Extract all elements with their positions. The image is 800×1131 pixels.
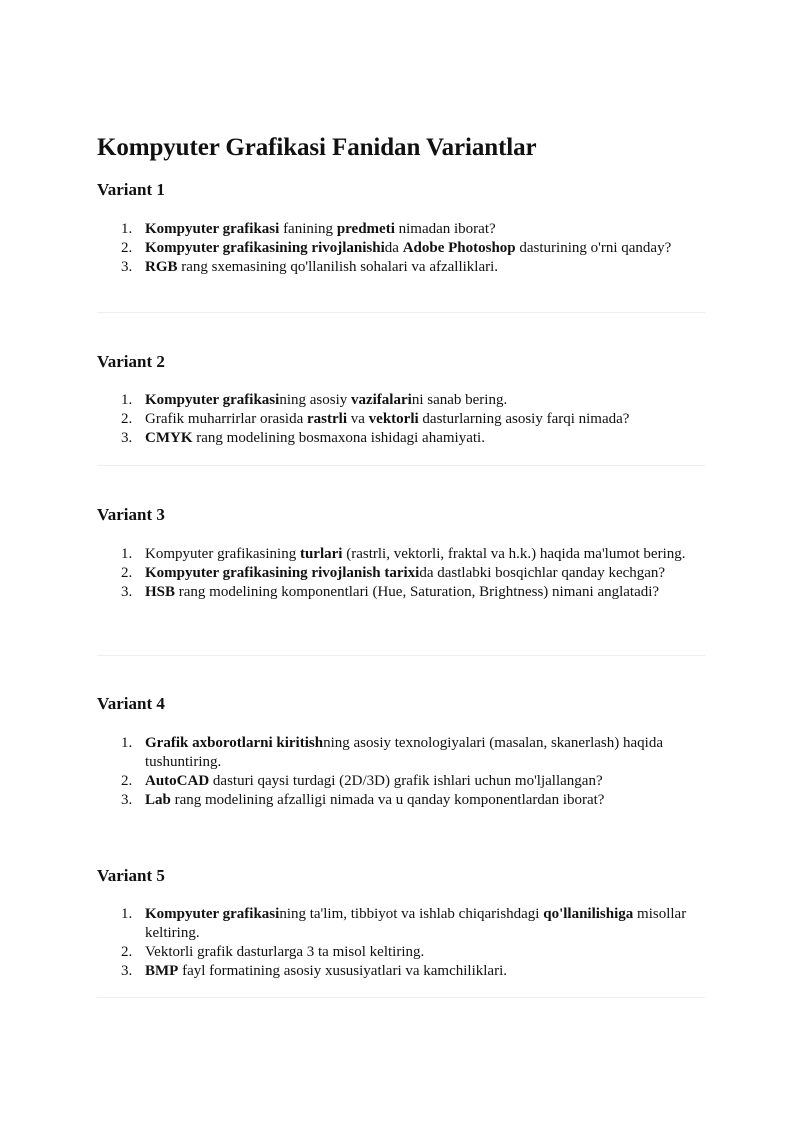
question-item: 2. Kompyuter grafikasining rivojlanishida Adobe Photoshop dasturining o'rni qanday? [121,240,672,256]
question-item: 3. HSB rang modelining komponentlari (Hue, Saturation, Brightness) nimani anglatadi? [121,584,660,600]
question-text-run: ning asosiy texnologiyalari (masalan, skanerlash) haqida tushuntiring. [145,735,663,770]
question-item: 1. Kompyuter grafikasining turlari (rastrli, vektorli, fraktal va h.k.) haqida ma'lumot bering. [121,546,686,562]
question-item: 3. Lab rang modelining afzalligi nimada va u qanday komponentlardan iborat? [121,792,605,808]
bold-term: CMYK [145,430,193,446]
question-text-run: ning ta'lim, tibbiyot va ishlab chiqarishdagi [279,906,544,922]
question-text [145,906,686,941]
question-text-run: Vektorli grafik dasturlarga 3 ta misol keltiring. [145,944,425,960]
section-divider [97,465,705,466]
question-text [145,546,685,562]
variant-5-section [97,866,707,981]
question-list [97,220,707,277]
question-text [145,392,507,408]
bold-term: Kompyuter grafikasi [145,906,280,922]
question-text-run: Kompyuter grafikasining [145,546,300,562]
question-text [145,792,604,808]
question-item: 2. Vektorli grafik dasturlarga 3 ta misol keltiring. [121,944,425,960]
question-text-run: dasturining o'rni qanday? [515,240,672,256]
bold-term: vektorli [368,411,419,427]
question-item: 3. RGB rang sxemasining qo'llanilish sohalari va afzalliklari. [121,259,499,275]
question-item: 3. BMP fayl formatining asosiy xususiyatlari va kamchiliklari. [121,963,508,979]
bold-term: turlari [299,546,343,562]
bold-term: rastrli [307,411,347,427]
bold-term: Kompyuter grafikasi [145,221,280,237]
question-text-run: rang sxemasining qo'llanilish sohalari va afzalliklari. [177,259,499,275]
question-text [145,773,603,789]
question-text-run: fayl formatining asosiy xususiyatlari va kamchiliklari. [178,963,508,979]
question-text [145,963,507,979]
question-text [145,584,659,600]
bold-term: RGB [145,259,178,275]
question-text-run: Grafik muharrirlar orasida [145,411,308,427]
question-item: 1. Kompyuter grafikasi fanining predmeti nimadan iborat? [121,221,496,237]
bold-term: BMP [145,963,179,979]
question-text [145,221,496,237]
bold-term: vazifalari [350,392,412,408]
question-text [145,259,498,275]
question-text-run: rang modelining komponentlari (Hue, Saturation, Brightness) nimani anglatadi? [175,584,660,600]
variant-2-section [97,352,707,448]
question-text-run: (rastrli, vektorli, fraktal va h.k.) haqida ma'lumot bering. [342,546,686,562]
question-item: 1. Grafik axborotlarni kiritishning asosiy texnologiyalari (masalan, skanerlash) haqida tushuntiring. [121,735,663,770]
question-text-run: dasturlarning asosiy farqi nimada? [418,411,630,427]
question-text-run: misollar keltiring. [145,906,687,941]
question-list [97,734,707,810]
section-divider [97,312,705,313]
variant-heading: Variant 5 [97,866,165,885]
document-title: Kompyuter Grafikasi Fanidan Variantlar [97,134,537,161]
section-divider [97,655,705,656]
bold-term: Kompyuter grafikasi [145,392,280,408]
variant-heading: Variant 1 [97,180,165,199]
question-text-run: fanining [279,221,337,237]
bold-term: Kompyuter grafikasining rivojlanish tarixi [145,565,420,581]
question-item: 1. Kompyuter grafikasining asosiy vazifalarini sanab bering. [121,392,508,408]
question-list [97,545,707,602]
question-text [145,240,671,256]
variant-heading: Variant 3 [97,505,165,524]
question-text [145,735,663,770]
question-item: 2. Kompyuter grafikasining rivojlanish tarixida dastlabki bosqichlar qanday kechgan? [121,565,666,581]
variant-3-section [97,505,707,602]
question-text [145,565,665,581]
variant-1-section [97,180,707,277]
question-text-run: dasturi qaysi turdagi (2D/3D) grafik ishlari uchun mo'ljallangan? [209,773,603,789]
question-item: 2. Grafik muharrirlar orasida rastrli va vektorli dasturlarning asosiy farqi nimada? [121,411,630,427]
bold-term: Kompyuter grafikasining rivojlanishi [145,240,385,256]
section-divider [97,997,705,998]
question-text-run: rang modelining afzalligi nimada va u qanday komponentlardan iborat? [170,792,605,808]
variant-4-section [97,694,707,810]
question-item: 2. AutoCAD dasturi qaysi turdagi (2D/3D) grafik ishlari uchun mo'ljallangan? [121,773,603,789]
question-text [145,411,629,427]
bold-term: AutoCAD [145,773,210,789]
question-text [145,430,485,446]
bold-term: HSB [145,584,176,600]
question-text-run: va [347,411,369,427]
bold-term: predmeti [336,221,395,237]
variant-heading: Variant 4 [97,694,165,713]
question-list [97,905,707,981]
question-text-run: da dastlabki bosqichlar qanday kechgan? [419,565,666,581]
bold-term: Grafik axborotlarni kiritish [145,735,324,751]
question-text-run: da [384,240,403,256]
question-text-run: ning asosiy [279,392,351,408]
variant-heading: Variant 2 [97,352,165,371]
question-list [97,391,707,448]
question-item: 3. CMYK rang modelining bosmaxona ishidagi ahamiyati. [121,430,485,446]
question-text-run: ni sanab bering. [411,392,508,408]
question-item: 1. Kompyuter grafikasining ta'lim, tibbiyot va ishlab chiqarishdagi qo'llanilishiga misollar keltiring. [121,906,687,941]
bold-term: qo'llanilishiga [543,906,634,922]
question-text-run: nimadan iborat? [394,221,496,237]
question-text [145,944,424,960]
bold-term: Adobe Photoshop [402,240,516,256]
question-text-run: rang modelining bosmaxona ishidagi ahamiyati. [192,430,485,446]
bold-term: Lab [145,792,171,808]
